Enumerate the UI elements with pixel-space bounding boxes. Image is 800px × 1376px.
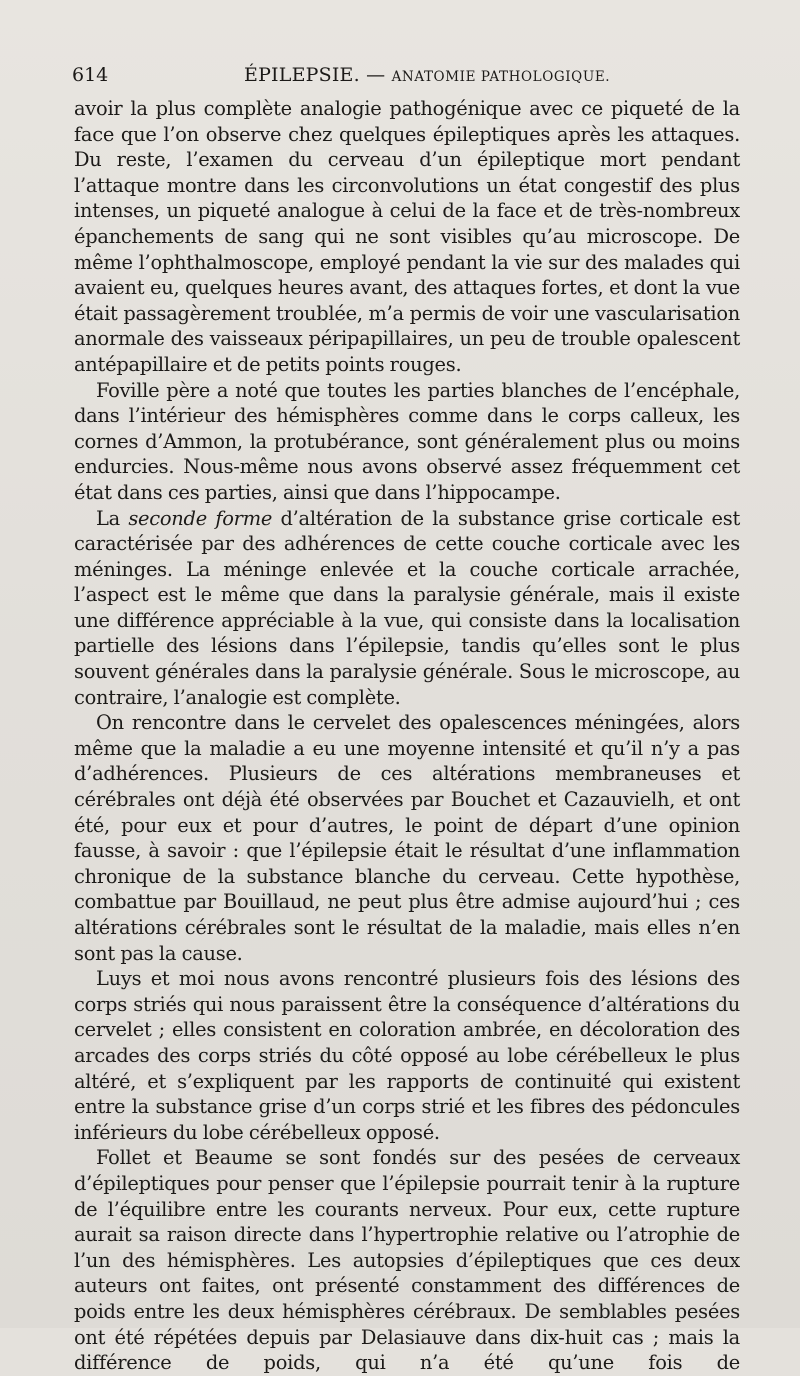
page-number: 614 [72, 64, 109, 86]
running-title-sub: ANATOMIE PATHOLOGIQUE. [391, 69, 611, 85]
emphasis-seconde-forme: seconde forme [128, 506, 273, 530]
paragraph-5: Luys et moi nous avons rencontré plusieurs fois des lésions des corps striés qui nous paraissent être la conséquence d’altérations du cervelet ; elles consistent en coloration ambrée, en décoloration des arcades des corps striés du côté opposé au lobe cérébelleux le plus altéré, et s’expliquent par les rapports de continuité qui existent entre la substance grise d’un corps strié et les fibres des pédoncules inférieurs du lobe cérébelleux opposé. [74, 967, 740, 1144]
paragraph-1: avoir la plus complète analogie pathogénique avec ce piqueté de la face que l’on observe chez quelques épileptiques après les attaques. Du reste, l’examen du cerveau d’un épileptique mort pendant l’attaque montre dans les circonvolutions un état congestif des plus intenses, un piqueté analogue à celui de la face et de très-nombreux épanchements de sang qui ne sont visibles qu’au microscope. De même l’ophthalmoscope, employé pendant la vie sur des malades qui avaient eu, quelques heures avant, des attaques fortes, et dont la vue était passagèrement troublée, m’a permis de voir une vascularisation anormale des vaisseaux péripapillaires, un peu de trouble opalescent antépapillaire et de petits points rouges. [74, 97, 740, 376]
paragraph-4: On rencontre dans le cervelet des opalescences méningées, alors même que la maladie a eu une moyenne intensité et qu’il n’y a pas d’adhérences. Plusieurs de ces altérations membraneuses et cérébrales ont déjà été observées par Bouchet et Cazauvielh, et ont été, pour eux et pour d’autres, le point de départ d’une opinion fausse, à savoir : que l’épilepsie était le résultat d’une inflammation chronique de la substance blanche du cerveau. Cette hypothèse, combattue par Bouillaud, ne peut plus être admise aujourd’hui ; ces altérations cérébrales sont le résultat de la maladie, mais elles n’en sont pas la cause. [74, 711, 740, 965]
paragraph-6: Follet et Beaume se sont fondés sur des pesées de cerveaux d’épileptiques pour penser que l’épilepsie pourrait tenir à la rupture de l’équilibre entre les courants nerveux. Pour eux, cette rupture aurait sa raison directe dans l’hypertrophie relative ou l’atrophie de l’un des hémisphères. Les autopsies d’épileptiques que ces deux auteurs ont faites, ont présenté constamment des différences de poids entre les deux hémisphères cérébraux. De semblables pesées ont été répétées depuis par Delasiauve dans dix-huit cas ; mais la différence de poids, qui n’a été qu’une fois de [74, 1146, 740, 1375]
running-title-main: ÉPILEPSIE. [244, 64, 360, 86]
paragraph-2: Foville père a noté que toutes les parties blanches de l’encéphale, dans l’intérieur des hémisphères comme dans le corps calleux, les cornes d’Ammon, la protubérance, sont généralement plus ou moins endurcies. Nous-même nous avons observé assez fréquemment cet état dans ces parties, ainsi que dans l’hippocampe. [74, 378, 740, 504]
running-header [72, 62, 744, 88]
body-text [74, 96, 740, 1376]
running-title [244, 62, 610, 90]
paragraph-3: La seconde forme d’altération de la substance grise corticale est caractérisée par des adhérences de cette couche corticale avec les méninges. La méninge enlevée et la couche corticale arrachée, l’aspect est le même que dans la paralysie générale, mais il existe une différence appréciable à la vue, qui consiste dans la localisation partielle des lésions dans l’épilepsie, tandis qu’elles sont le plus souvent générales dans la paralysie générale. Sous le microscope, au contraire, l’analogie est complète. [74, 506, 740, 709]
running-title-dash: — [366, 64, 386, 86]
